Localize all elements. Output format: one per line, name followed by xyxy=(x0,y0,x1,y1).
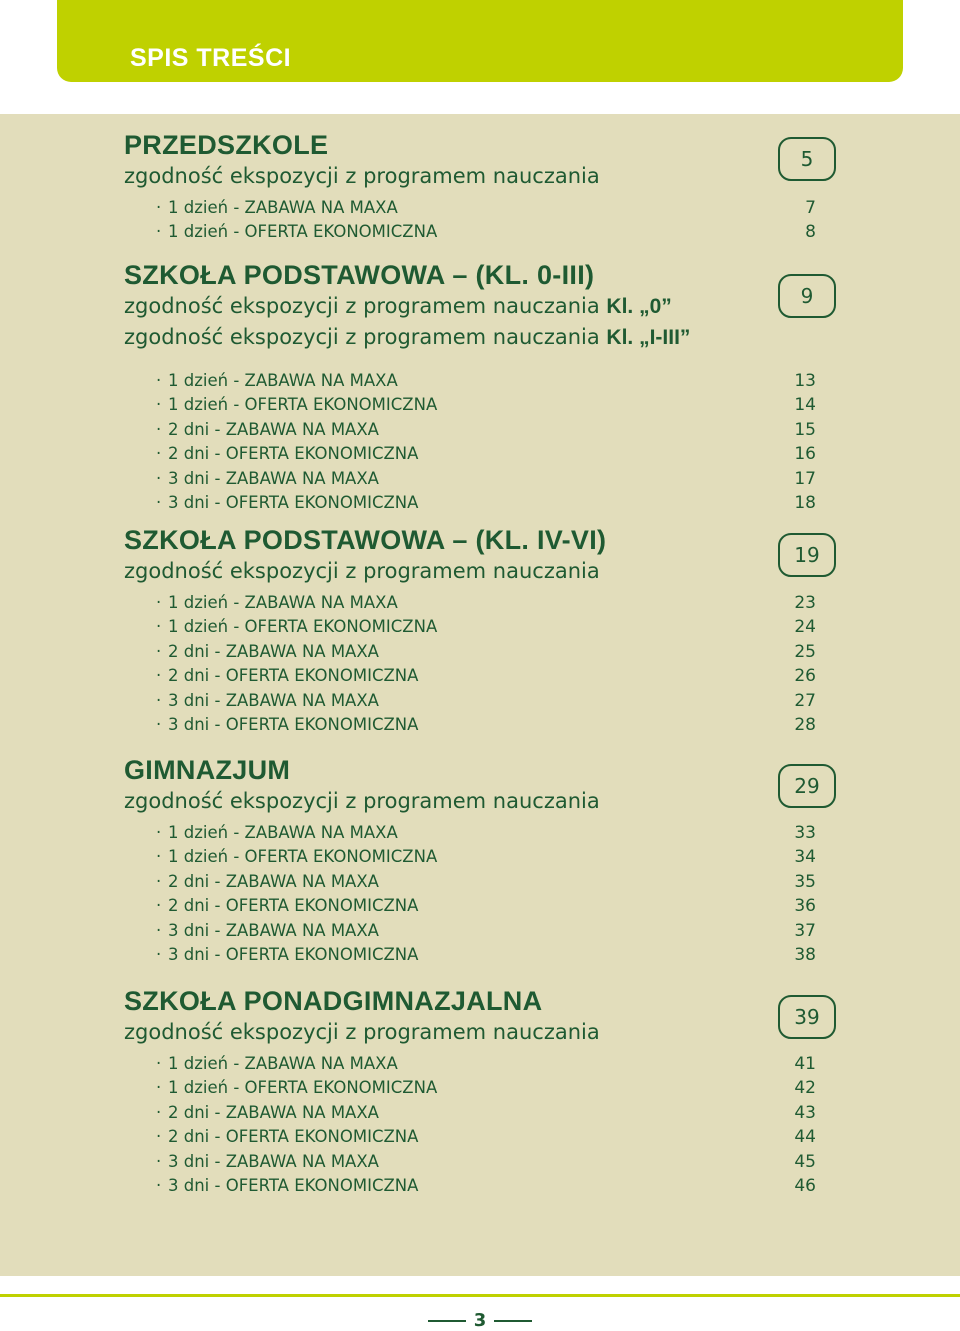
list-item[interactable]: · 3 dni - ZABAWA NA MAXA 37 xyxy=(156,920,816,941)
footer-dash-right xyxy=(494,1320,532,1322)
list-item[interactable]: · 2 dni - ZABAWA NA MAXA 43 xyxy=(156,1102,816,1123)
list-item[interactable]: · 1 dzień - ZABAWA NA MAXA 7 xyxy=(156,198,816,218)
section-subtitle: zgodność ekspozycji z programem nauczania xyxy=(124,164,600,188)
section-subtitle: zgodność ekspozycji z programem nauczania xyxy=(124,559,600,583)
list-item[interactable]: · 3 dni - OFERTA EKONOMICZNA 38 xyxy=(156,944,816,965)
section-subtitle: zgodność ekspozycji z programem nauczania xyxy=(124,1020,600,1044)
toc-section-ponadgimnazjalna xyxy=(124,986,836,1198)
section-title: GIMNAZJUM xyxy=(124,755,291,785)
toc-section-przedszkole xyxy=(124,130,836,245)
item-list xyxy=(124,591,836,737)
section-page-number[interactable]: 5 xyxy=(778,137,836,181)
list-item[interactable]: · 1 dzień - ZABAWA NA MAXA 41 xyxy=(156,1054,816,1074)
list-item[interactable]: · 3 dni - OFERTA EKONOMICZNA 18 xyxy=(156,492,816,513)
list-item[interactable]: · 2 dni - ZABAWA NA MAXA 35 xyxy=(156,871,816,892)
list-item[interactable]: · 2 dni - OFERTA EKONOMICZNA 26 xyxy=(156,666,816,687)
list-item[interactable]: · 3 dni - OFERTA EKONOMICZNA 28 xyxy=(156,714,816,735)
section-page-number[interactable]: 19 xyxy=(778,533,836,577)
page-title: SPIS TREŚCI xyxy=(130,44,292,72)
section-page-number[interactable]: 39 xyxy=(778,995,836,1039)
list-item[interactable]: · 2 dni - OFERTA EKONOMICZNA 16 xyxy=(156,444,816,465)
section-title: SZKOŁA PONADGIMNAZJALNA xyxy=(124,986,543,1016)
list-item[interactable]: · 1 dzień - OFERTA EKONOMICZNA 8 xyxy=(156,222,816,243)
section-page-number[interactable]: 9 xyxy=(778,274,836,318)
section-title: PRZEDSZKOLE xyxy=(124,130,329,160)
footer-divider xyxy=(0,1294,960,1297)
list-item[interactable]: · 2 dni - ZABAWA NA MAXA 25 xyxy=(156,641,816,662)
list-item[interactable]: · 1 dzień - OFERTA EKONOMICZNA 24 xyxy=(156,617,816,638)
list-item[interactable]: · 2 dni - OFERTA EKONOMICZNA 44 xyxy=(156,1127,816,1148)
list-item[interactable]: · 3 dni - OFERTA EKONOMICZNA 46 xyxy=(156,1175,816,1196)
page-footer xyxy=(0,1310,960,1331)
item-list xyxy=(124,1052,836,1198)
toc-section-kl-iv-vi xyxy=(124,525,836,737)
list-item[interactable]: · 2 dni - OFERTA EKONOMICZNA 36 xyxy=(156,896,816,917)
footer-dash-left xyxy=(428,1320,466,1322)
toc-section-gimnazjum xyxy=(124,755,836,967)
list-item[interactable]: · 1 dzień - OFERTA EKONOMICZNA 42 xyxy=(156,1078,816,1099)
page-number: 3 xyxy=(473,1310,487,1331)
list-item[interactable]: · 3 dni - ZABAWA NA MAXA 27 xyxy=(156,690,816,711)
section-page-number[interactable]: 29 xyxy=(778,764,836,808)
item-list xyxy=(124,369,836,515)
list-item[interactable]: · 1 dzień - OFERTA EKONOMICZNA 14 xyxy=(156,395,816,416)
list-item[interactable]: · 1 dzień - ZABAWA NA MAXA 23 xyxy=(156,593,816,613)
list-item[interactable]: · 3 dni - ZABAWA NA MAXA 45 xyxy=(156,1151,816,1172)
list-item[interactable]: · 1 dzień - OFERTA EKONOMICZNA 34 xyxy=(156,847,816,868)
section-subtitle: zgodność ekspozycji z programem nauczania Kl. „I-III” xyxy=(124,325,691,349)
section-title: SZKOŁA PODSTAWOWA – (KL. 0-III) xyxy=(124,260,595,290)
list-item[interactable]: · 2 dni - ZABAWA NA MAXA 15 xyxy=(156,419,816,440)
list-item[interactable]: · 1 dzień - ZABAWA NA MAXA 33 xyxy=(156,823,816,843)
item-list xyxy=(124,196,836,245)
section-subtitle: zgodność ekspozycji z programem nauczania Kl. „0” xyxy=(124,294,672,318)
list-item[interactable]: · 1 dzień - ZABAWA NA MAXA 13 xyxy=(156,371,816,391)
item-list xyxy=(124,821,836,967)
section-title: SZKOŁA PODSTAWOWA – (KL. IV-VI) xyxy=(124,525,607,555)
toc-section-kl-0-iii xyxy=(124,260,836,515)
section-subtitle: zgodność ekspozycji z programem nauczania xyxy=(124,789,600,813)
list-item[interactable]: · 3 dni - ZABAWA NA MAXA 17 xyxy=(156,468,816,489)
